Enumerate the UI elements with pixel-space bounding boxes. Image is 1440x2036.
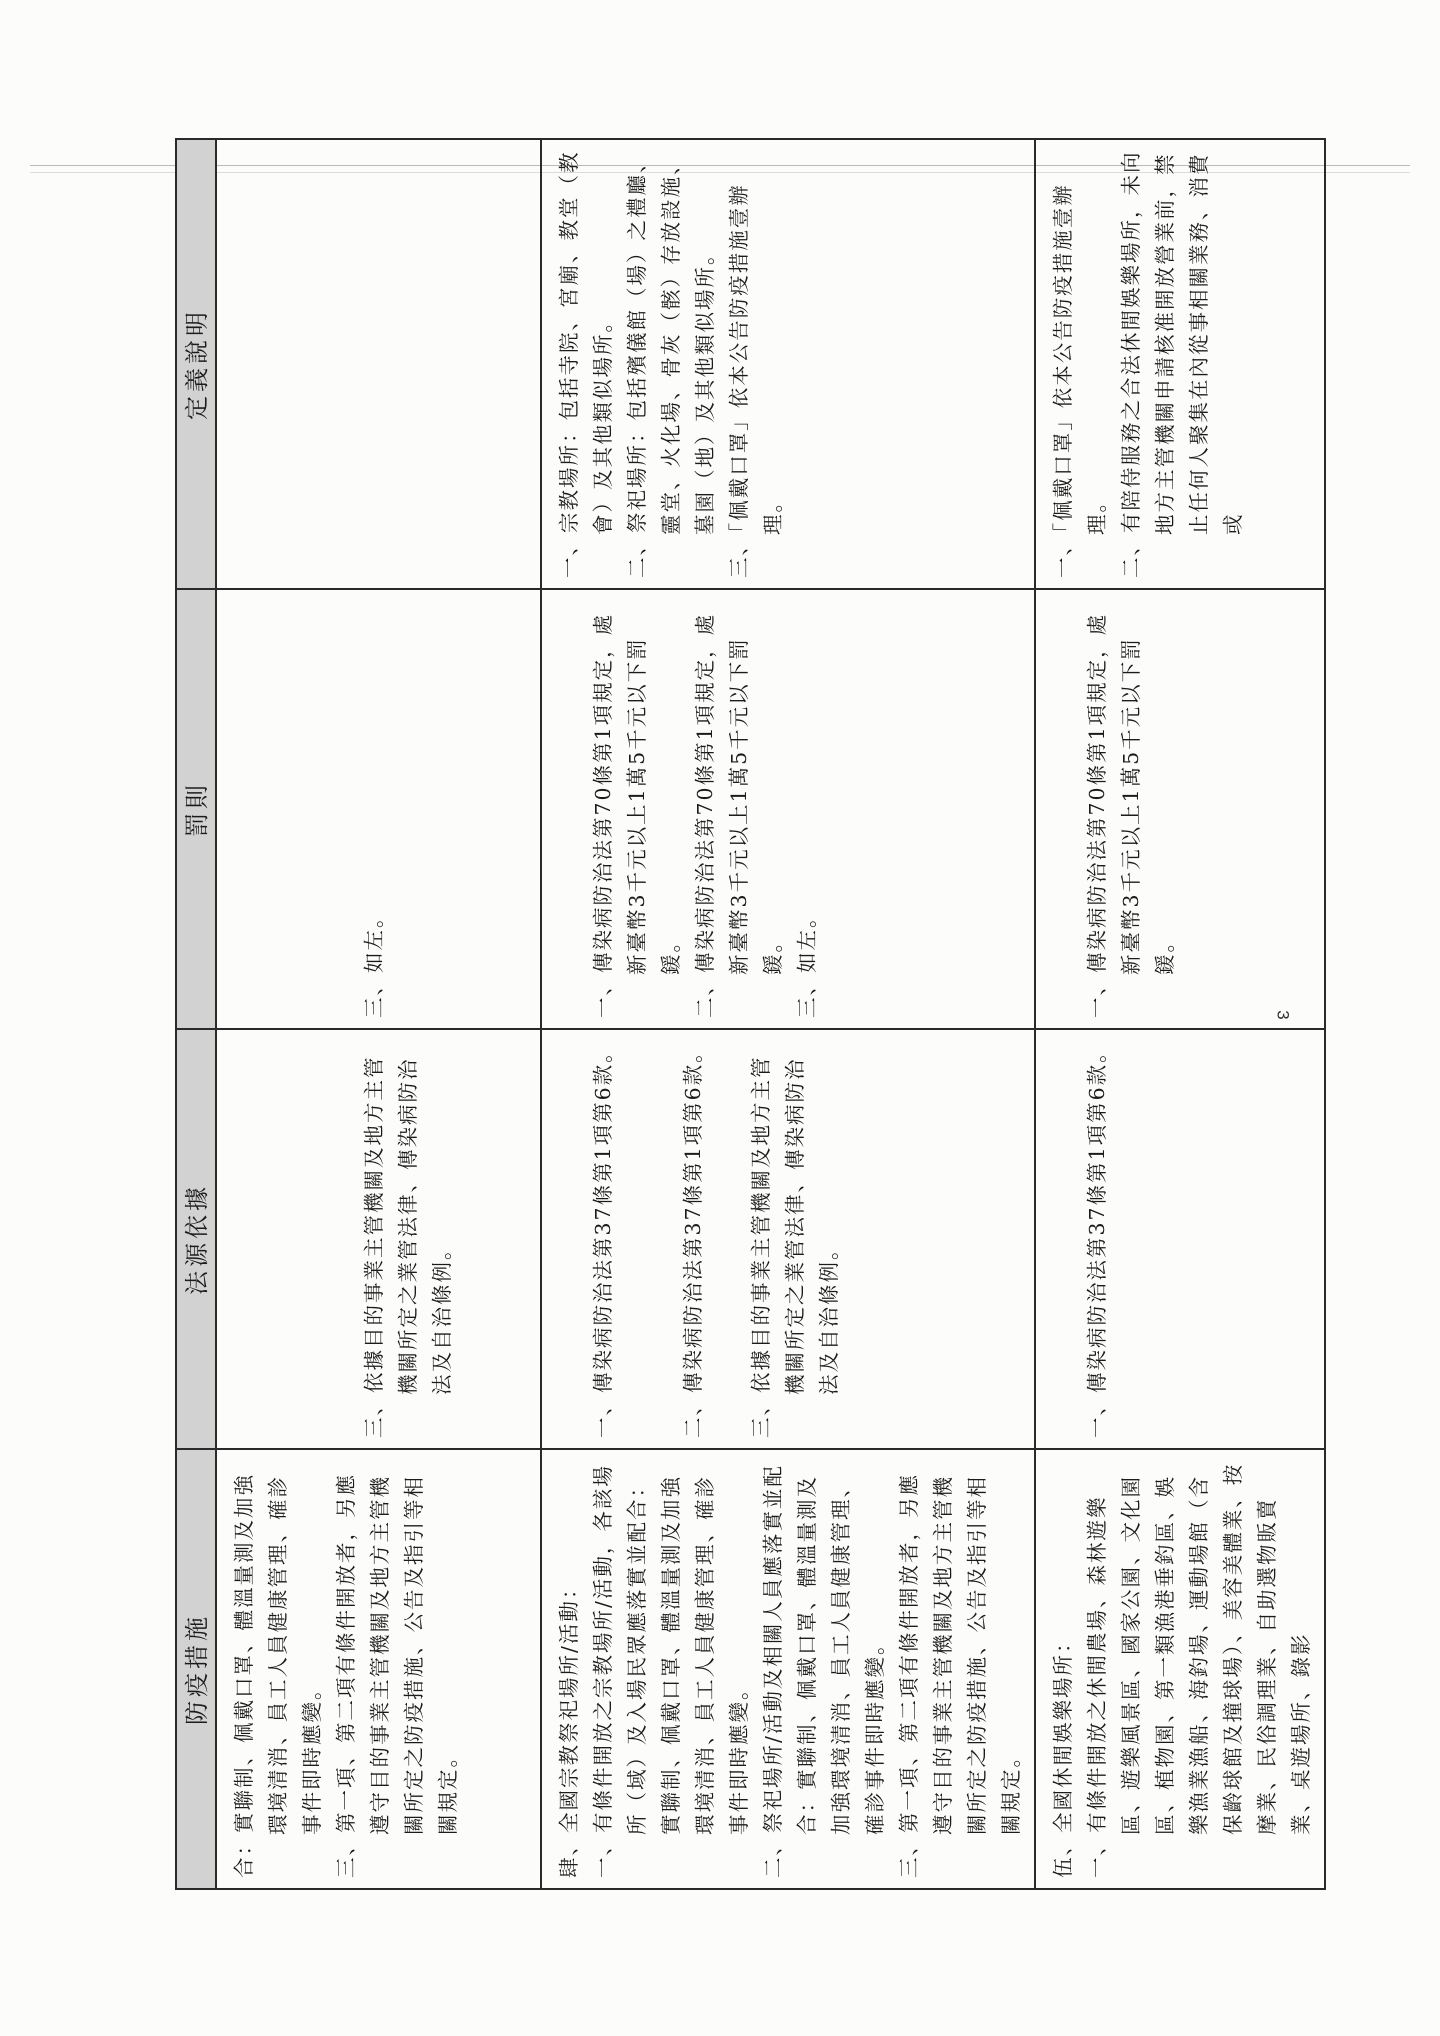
- measures-cell: [541, 1449, 1035, 1889]
- measure-item: 一、有條件開放之宗教場所/活動，各該場所（域）及入場民眾應落實並配合：實聯制、佩戴口罩、體溫量測及加強環境清消、員工人員健康管理、確診事件即時應變。: [591, 1464, 751, 1878]
- penalty-item: 二、傳染病防治法第70條第1項規定，處新臺幣3千元以上1萬5千元以下罰鍰。: [693, 612, 785, 1018]
- definition-item: 一、「佩戴口罩」依本公告防疫措施壹辦理。: [1051, 183, 1109, 578]
- penalty-item: 三、如左。: [795, 905, 819, 1018]
- basis-item: 一、傳染病防治法第37條第1項第6款。: [591, 1040, 615, 1438]
- basis-item: 三、依據目的事業主管機關及地方主管機關所定之業管法律、傳染病防治法及自治條例。: [362, 1055, 454, 1438]
- measure-item: 合：實聯制、佩戴口罩、體溫量測及加強環境清消、員工人員健康管理、確診事件即時應變。: [232, 1473, 324, 1878]
- header-basis: 法源依據: [176, 1029, 216, 1449]
- header-measures: 防疫措施: [176, 1449, 216, 1889]
- measures-cell: [216, 1449, 541, 1889]
- header-penalty: 罰則: [176, 589, 216, 1029]
- penalty-item: 一、傳染病防治法第70條第1項規定，處新臺幣3千元以上1萬5千元以下罰鍰。: [591, 612, 683, 1018]
- penalty-cell: [1035, 589, 1325, 1029]
- definition-item: 一、宗教場所：包括寺院、宮廟、教堂（教會）及其他類似場所。: [557, 150, 615, 578]
- measures-cell: [1035, 1449, 1325, 1889]
- basis-item: 二、傳染病防治法第37條第1項第6款。: [681, 1040, 705, 1438]
- measure-item: 伍、全國休閒娛樂場所：: [1051, 1630, 1075, 1878]
- measure-item: 三、第一項、第二項有條件開放者，另應遵守目的事業主管機關及地方主管機關所定之防疫措施、公告及指引等相關規定。: [334, 1473, 460, 1878]
- epidemic-measures-table: [175, 138, 1326, 1890]
- table-header-row: [176, 139, 216, 1889]
- basis-item: 一、傳染病防治法第37條第1項第6款。: [1085, 1040, 1109, 1438]
- definition-item: 二、祭祀場所：包括殯儀館（場）之禮廳、靈堂、火化場、骨灰（骸）存放設施、墓園（地）及其他類似場所。: [625, 150, 717, 578]
- header-definition: 定義說明: [176, 139, 216, 589]
- basis-cell: [541, 1029, 1035, 1449]
- table-row: [541, 139, 1035, 1889]
- page-number: 3: [1273, 1010, 1293, 1020]
- table-row: [216, 139, 541, 1889]
- basis-item: 三、依據目的事業主管機關及地方主管機關所定之業管法律、傳染病防治法及自治條例。: [749, 1055, 841, 1438]
- penalty-item: 三、如左。: [362, 905, 386, 1018]
- definition-item: 二、有陪侍服務之合法休閒娛樂場所，未向地方主管機關申請核准開放營業前，禁止任何人聚集在內從事相關業務、消費或: [1119, 150, 1245, 578]
- measure-item: 三、第一項、第二項有條件開放者，另應遵守目的事業主管機關及地方主管機關所定之防疫措施、公告及指引等相關規定。: [897, 1473, 1023, 1878]
- definition-cell: [541, 139, 1035, 589]
- definition-cell: [216, 139, 541, 589]
- basis-cell: [1035, 1029, 1325, 1449]
- definition-cell: [1035, 139, 1325, 589]
- definition-item: 三、「佩戴口罩」依本公告防疫措施壹辦理。: [727, 183, 785, 578]
- penalty-item: 一、傳染病防治法第70條第1項規定，處新臺幣3千元以上1萬5千元以下罰鍰。: [1085, 612, 1177, 1018]
- penalty-cell: [541, 589, 1035, 1029]
- measure-item: 二、祭祀場所/活動及相關人員應落實並配合：實聯制、佩戴口罩、體溫量測及加強環境清消、員工人員健康管理、確診事件即時應變。: [761, 1464, 887, 1878]
- penalty-cell: [216, 589, 541, 1029]
- measure-item: 肆、全國宗教祭祀場所/活動：: [557, 1576, 581, 1878]
- measure-item: 一、有條件開放之休閒農場、森林遊樂區、遊樂風景區、國家公園、文化園區、植物園、第一類漁港垂釣區、娛樂漁業漁船、海釣場、運動場館（含保齡球館及撞球場）、美容美體業、按摩業、民俗調理業、自助選物販賣業、桌遊場所、錄影: [1085, 1462, 1313, 1878]
- basis-cell: [216, 1029, 541, 1449]
- rotated-page: [175, 140, 1313, 1890]
